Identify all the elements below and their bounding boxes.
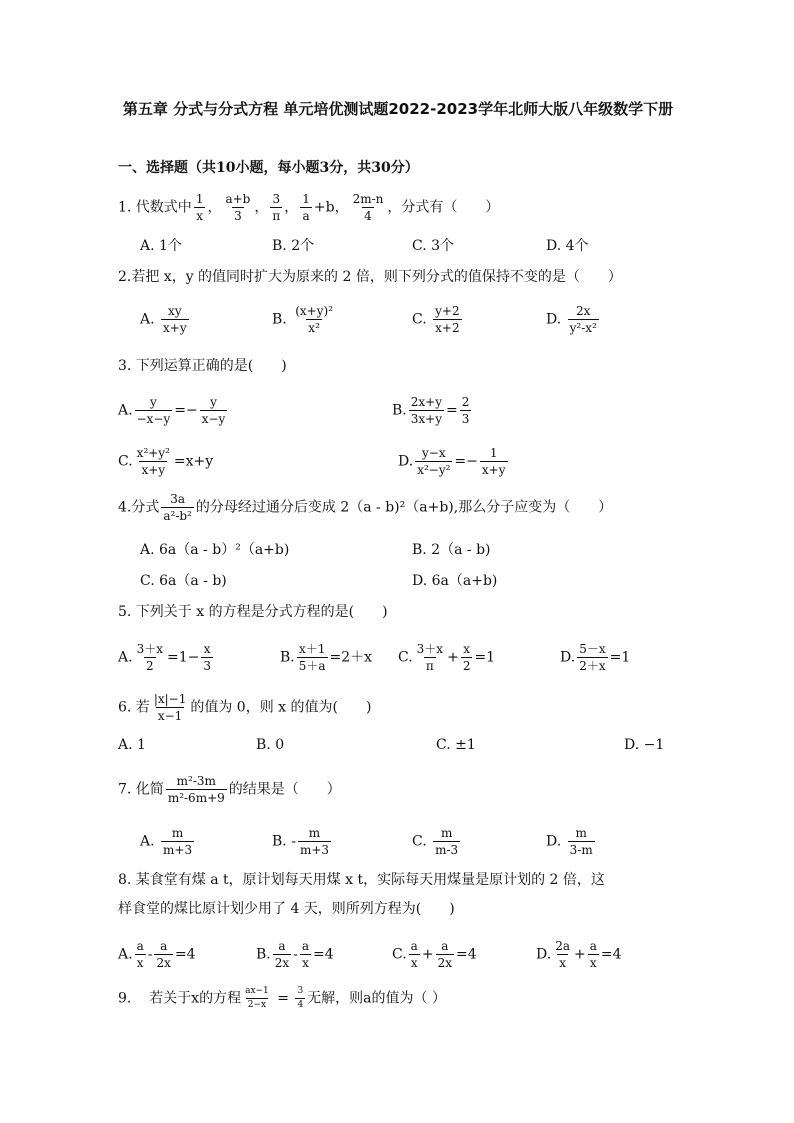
denominator: 2−x xyxy=(247,1000,267,1010)
fraction xyxy=(135,643,165,672)
fraction xyxy=(480,447,508,476)
numerator: 1 xyxy=(195,192,204,206)
numerator: 1 xyxy=(302,192,310,206)
fraction xyxy=(433,305,461,334)
numerator: x xyxy=(203,642,211,656)
denominator: x+y xyxy=(163,321,187,335)
denominator: 2x xyxy=(274,956,290,970)
q8-option-c: C. $\frac{a}{x}$ + $\frac{a}{2x}$ =4 xyxy=(392,939,477,970)
q7-option-c: C. $\frac{m}{m-3}$ xyxy=(412,826,459,857)
denominator: −x−y xyxy=(136,412,171,426)
fraction xyxy=(461,643,473,672)
fraction xyxy=(436,940,454,969)
numerator: m xyxy=(171,826,184,840)
denominator: 3 xyxy=(234,209,242,223)
denominator: x−y xyxy=(201,412,226,426)
q1-option-b: B. 2个 xyxy=(272,238,315,254)
q3-option-a: A. $\frac{y}{-x-y}$ =− $\frac{y}{x-y}$ xyxy=(118,395,226,426)
denominator: 2 xyxy=(145,659,154,673)
denominator: 2 xyxy=(462,659,471,673)
q8-option-d: D. $\frac{2a}{x}$ + $\frac{a}{x}$ =4 xyxy=(536,939,622,970)
numerator: a xyxy=(410,939,418,953)
numerator: 3＋x xyxy=(416,642,444,656)
numerator: y−x xyxy=(422,446,446,460)
q3-option-c: C. $\frac{\text{x²+y²}}{x+y}$ =x+y xyxy=(118,446,214,477)
fraction xyxy=(300,193,312,222)
question-3-stem: 3. 下列运算正确的是( ) xyxy=(118,358,287,374)
denominator: x−1 xyxy=(157,709,183,723)
fraction xyxy=(201,643,213,672)
fraction xyxy=(161,305,189,334)
fraction xyxy=(166,775,227,804)
fraction xyxy=(568,827,595,856)
fraction xyxy=(200,396,228,425)
question-9-stem: 9. 若关于x的方程 $\frac{ax-1}{2-x}$ = $\frac{3}{4}$ 无解，则a的值为（ ） xyxy=(118,986,446,1010)
numerator: m²-3m xyxy=(176,774,216,788)
question-2-stem: 2.若把 x，y 的值同时扩大为原来的 2 倍，则下列分式的值保持不变的是（ ） xyxy=(118,269,622,285)
numerator: 5－x xyxy=(579,642,606,656)
numerator: 1 xyxy=(489,446,498,460)
q3-option-d: D. $\frac{y-x}{\text{x²−y²}}$ =− $\frac{1}{x+y}$ xyxy=(398,446,506,477)
denominator: 2＋x xyxy=(579,659,606,673)
fraction xyxy=(409,396,444,425)
q4-option-c: C. 6a（a - b) xyxy=(140,573,227,589)
denominator: x xyxy=(196,209,204,223)
fraction xyxy=(270,193,282,222)
denominator: x xyxy=(302,956,309,970)
denominator: x xyxy=(559,956,566,970)
numerator: a xyxy=(301,939,310,953)
denominator: 3 xyxy=(461,412,470,426)
numerator: x＋1 xyxy=(298,642,326,656)
numerator: y xyxy=(150,395,157,409)
fraction xyxy=(298,827,331,856)
denominator: x+y xyxy=(481,463,506,477)
fraction xyxy=(223,193,252,222)
denominator: 5＋a xyxy=(298,659,326,673)
numerator: x xyxy=(463,642,471,656)
numerator: m xyxy=(440,826,453,840)
fraction xyxy=(553,940,572,969)
denominator: y²-x² xyxy=(569,321,597,335)
numerator: x²+y² xyxy=(136,446,170,460)
q8-option-a: A. $\frac{a}{x}$ - $\frac{a}{2x}$ =4 xyxy=(118,939,196,970)
fraction xyxy=(415,643,445,672)
denominator: π xyxy=(272,209,281,223)
q2-option-a: A. $\frac{xy}{x+y}$ xyxy=(140,304,187,335)
fraction xyxy=(243,987,271,1010)
numerator: 2m-n xyxy=(352,192,384,206)
q2-option-c: C. $\frac{y+2}{x+2}$ xyxy=(412,304,460,335)
q8-option-b: B. $\frac{a}{2x}$ - $\frac{a}{x}$ =4 xyxy=(256,939,334,970)
numerator: 3a xyxy=(170,492,186,506)
numerator: 2x+y xyxy=(410,395,442,409)
numerator: y xyxy=(210,395,217,409)
numerator: a xyxy=(136,939,144,953)
fraction xyxy=(194,193,206,222)
denominator: x²−y² xyxy=(417,463,451,477)
fraction xyxy=(568,305,599,334)
fraction xyxy=(588,940,599,969)
question-5-stem: 5. 下列关于 x 的方程是分式方程的是( ) xyxy=(118,604,388,620)
q6-option-b: B. 0 xyxy=(256,737,285,753)
denominator: 2x xyxy=(437,956,452,970)
denominator: x+y xyxy=(141,463,166,477)
denominator: x xyxy=(589,956,597,970)
q5-option-b: B. $\frac{x+1}{5+a}$ =2＋x xyxy=(280,642,373,673)
numerator: ax−1 xyxy=(245,986,269,996)
numerator: y+2 xyxy=(435,304,460,318)
numerator: 2a xyxy=(555,939,570,953)
question-6-stem: 6. 若 $\frac{|x|-1}{x-1}$ 的值为 0，则 x 的值为( ) xyxy=(118,692,372,723)
numerator: (x+y)² xyxy=(295,304,333,318)
q6-option-d: D. −1 xyxy=(624,737,665,753)
numerator: 3 xyxy=(272,192,281,206)
denominator: m-3 xyxy=(435,843,459,857)
numerator: xy xyxy=(168,304,182,318)
fraction xyxy=(154,940,172,969)
denominator: π xyxy=(425,659,434,673)
fraction xyxy=(300,940,311,969)
fraction xyxy=(293,305,335,334)
section-heading: 一、选择题（共10小题，每小题3分，共30分） xyxy=(118,160,419,176)
q5-option-a: A. $\frac{3+x}{2}$ =1− $\frac{x}{3}$ xyxy=(118,642,211,673)
q7-option-b: B. - $\frac{m}{m+3}$ xyxy=(272,826,330,857)
denominator: 4 xyxy=(364,209,372,223)
denominator: 3 xyxy=(203,659,211,673)
denominator: 3x+y xyxy=(410,412,442,426)
fraction xyxy=(433,827,460,856)
denominator: m+3 xyxy=(299,843,330,857)
q7-option-d: D. $\frac{m}{3-m}$ xyxy=(546,826,593,857)
denominator: 3-m xyxy=(569,843,593,857)
denominator: x² xyxy=(308,321,320,335)
q1-option-a: A. 1个 xyxy=(140,238,182,254)
question-4-stem: 4.分式 $\frac{3a}{\text{a²-b²}}$ 的分母经过通分后变成 2（a - b)²（a+b),那么分子应变为（ ） xyxy=(118,492,613,523)
q6-option-c: C. ±1 xyxy=(436,737,476,753)
denominator: m+3 xyxy=(163,843,193,857)
q4-option-d: D. 6a（a+b) xyxy=(412,573,498,589)
fraction xyxy=(415,447,452,476)
denominator: a²-b² xyxy=(163,509,192,523)
question-8-line-1: 8. 某食堂有煤 a t，原计划每天用煤 x t，实际每天用煤量是原计划的 2 倍，这 xyxy=(118,872,605,888)
q7-option-a: A. $\frac{m}{m+3}$ xyxy=(140,826,193,857)
fraction xyxy=(135,447,172,476)
numerator: a xyxy=(278,939,286,953)
numerator: m xyxy=(308,826,321,840)
denominator: x xyxy=(136,956,144,970)
q4-option-a: A. 6a（a - b）²（a+b) xyxy=(140,542,290,558)
numerator: a xyxy=(160,939,168,953)
denominator: x xyxy=(410,956,418,970)
denominator: 2x xyxy=(156,956,171,970)
q5-option-c: C. $\frac{3+x}{\pi}$ + $\frac{x}{2}$ =1 xyxy=(398,642,496,673)
denominator: m²-6m+9 xyxy=(167,791,225,805)
fraction xyxy=(460,396,472,425)
fraction xyxy=(135,396,173,425)
numerator: 2 xyxy=(461,395,470,409)
numerator: |x|−1 xyxy=(153,692,187,706)
question-8-line-2: 样食堂的煤比原计划少用了 4 天，则所列方程为( ) xyxy=(118,901,455,917)
numerator: 3＋x xyxy=(136,642,163,656)
q2-option-d: D. $\frac{2x}{\text{y²-x²}}$ xyxy=(546,304,597,335)
question-7-stem: 7. 化简 $\frac{\text{m²-3m}}{\text{m²-6m+9}}$ 的结果是（ ） xyxy=(118,774,341,805)
fraction xyxy=(161,493,194,522)
numerator: 3 xyxy=(297,986,304,996)
fraction xyxy=(273,940,291,969)
numerator: 2x xyxy=(576,304,591,318)
fraction xyxy=(161,827,194,856)
page-title: 第五章 分式与分式方程 单元培优测试题2022-2023学年北师大版八年级数学下册 xyxy=(122,100,674,118)
q2-option-b: B. $\frac{\text{(x+y)²}}{\text{x²}}$ xyxy=(272,304,333,335)
numerator: m xyxy=(575,826,587,840)
numerator: a xyxy=(589,939,597,953)
fraction xyxy=(295,987,305,1010)
fraction xyxy=(152,693,189,722)
fraction xyxy=(297,643,328,672)
numerator: a+b xyxy=(225,192,251,206)
q4-option-b: B. 2（a - b) xyxy=(412,542,491,558)
numerator: a xyxy=(441,939,449,953)
q1-option-c: C. 3个 xyxy=(412,238,455,254)
denominator: a xyxy=(302,209,310,223)
fraction xyxy=(351,193,386,222)
q5-option-d: D. $\frac{5-x}{2+x}$ =1 xyxy=(560,642,631,673)
question-1-stem: 1. 代数式中 $\frac{1}{x}$ ， $\frac{a+b}{3}$ ， $\frac{3}{\pi}$ ， $\frac{1}{a}$ +b， $\frac{2m-n}{4}$ ，分式有（ ） xyxy=(118,192,500,223)
denominator: 4 xyxy=(297,1000,304,1010)
fraction xyxy=(409,940,420,969)
q1-option-d: D. 4个 xyxy=(546,238,589,254)
q6-option-a: A. 1 xyxy=(118,737,146,753)
q3-option-b: B. $\frac{2x+y}{3x+y}$ = $\frac{2}{3}$ xyxy=(392,395,470,426)
fraction xyxy=(135,940,146,969)
fraction xyxy=(577,643,607,672)
denominator: x+2 xyxy=(435,321,460,335)
